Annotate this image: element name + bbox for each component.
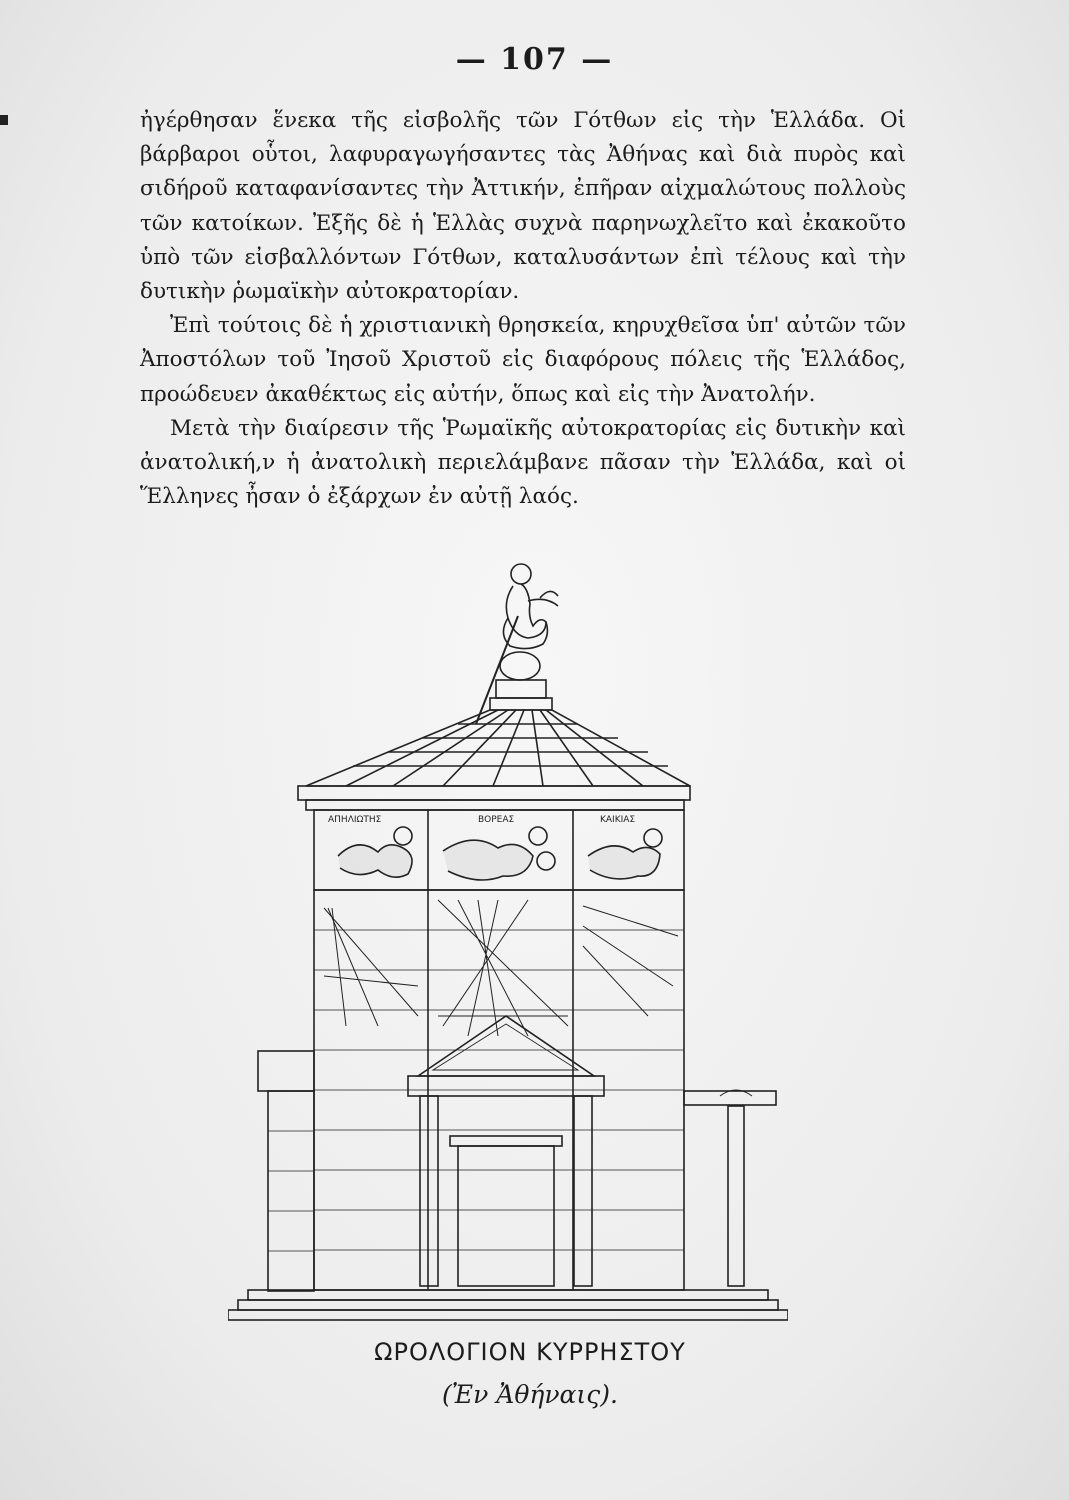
figure-caption: ΩΡΟΛΟΓΙΟΝ ΚΥΡΡΗΣΤΟΥ	[374, 1338, 686, 1366]
right-portico	[684, 1090, 776, 1286]
tower-engraving-svg	[228, 556, 788, 1346]
tower-walls	[314, 890, 684, 1290]
frieze-label-boreas: ΒΟΡΕΑΣ	[478, 815, 515, 825]
frieze-label-kaikias: ΚΑΙΚΙΑΣ	[600, 815, 636, 825]
main-text	[140, 104, 906, 514]
paragraph-1: ἠγέρθησαν ἕνεκα τῆς εἰσβολῆς τῶν Γότθων εἰς τὴν Ἑλλάδα. Οἱ βάρβαροι οὗτοι, λαφυραγωγήσαντες τὰς Ἀθήνας καὶ διὰ πυρὸς καὶ σιδήροῦ καταφανίσαντες τὴν Ἀττικήν, ἐπῆραν αἰχμαλώτους πολλοὺς τῶν κατοίκων. Ἐξῆς δὲ ἡ Ἑλλὰς συχνὰ παρηνωχλεῖτο καὶ ἐκακοῦτο ὑπὸ τῶν εἰσβαλλόντων Γότθων, καταλυσάντων ἐπὶ τέλους καὶ τὴν δυτικὴν ῥωμαϊκὴν αὐτοκρατορίαν.	[140, 108, 906, 305]
left-annex	[258, 1051, 314, 1291]
porch-with-doorway	[408, 1016, 604, 1286]
steps	[228, 1290, 788, 1320]
paragraph-3: Μετὰ τὴν διαίρεσιν τῆς Ῥωμαϊκῆς αὐτοκρατορίας εἰς δυτικὴν καὶ ἀνατολική,ν ἡ ἀνατολικὴ περιελάμβανε πᾶσαν τὴν Ἑλλάδα, καὶ οἱ Ἕλληνες ἦσαν ὁ ἐξάρχων ἐν αὐτῇ λαός.	[140, 415, 906, 510]
paragraph-2: Ἐπὶ τούτοις δὲ ἡ χριστιανικὴ θρησκεία, κηρυχθεῖσα ὑπ' αὐτῶν τῶν Ἀποστόλων τοῦ Ἰησοῦ Χριστοῦ εἰς διαφόρους πόλεις τῆς Ἑλλάδος, προώδευεν ἀκαθέκτως εἰς αὐτήν, ὅπως καὶ εἰς τὴν Ἀνατολήν.	[140, 313, 906, 407]
figure-subcaption: (Ἐν Ἀθήναις).	[442, 1380, 618, 1409]
triton-weathervane	[476, 564, 558, 724]
page-number: — 107 —	[455, 42, 614, 77]
margin-mark	[0, 115, 8, 125]
frieze-label-apeliotes: ΑΠΗΛΙΩΤΗΣ	[328, 815, 382, 825]
conical-roof	[298, 710, 690, 810]
tower-of-the-winds-engraving	[228, 556, 788, 1346]
